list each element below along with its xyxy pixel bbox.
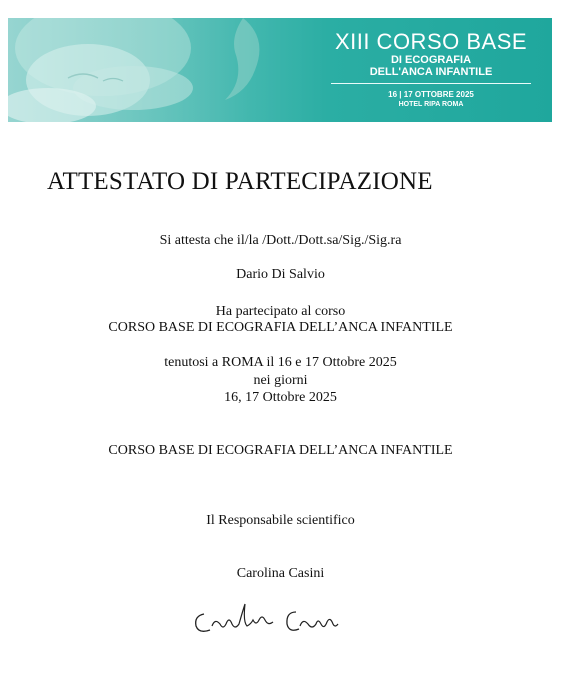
banner-subtitle-1: DI ECOGRAFIA — [390, 54, 472, 66]
responsible-label: Il Responsabile scientifico — [206, 513, 355, 528]
banner-dates: 16 | 17 OTTOBRE 2025 — [388, 90, 474, 99]
days-label: nei giorni — [253, 373, 308, 388]
certificate-heading: ATTESTATO DI PARTECIPAZIONE — [47, 168, 433, 195]
banner-divider — [331, 83, 531, 84]
held-line: tenutosi a ROMA il 16 e 17 Ottobre 2025 — [164, 355, 397, 370]
course-name-repeat: CORSO BASE DI ECOGRAFIA DELL’ANCA INFANTILE — [108, 443, 453, 458]
sleeping-baby-illustration — [8, 18, 328, 122]
header-banner — [8, 18, 552, 122]
participant-name: Dario Di Salvio — [236, 267, 325, 282]
handwritten-signature — [190, 600, 350, 640]
participated-line: Ha partecipato al corso — [215, 304, 346, 319]
banner-venue: HOTEL RIPA ROMA — [398, 101, 464, 108]
banner-title: XIII CORSO BASE — [334, 29, 528, 54]
days-value: 16, 17 Ottobre 2025 — [224, 390, 337, 405]
attest-line: Si attesta che il/la /Dott./Dott.sa/Sig./Sig.ra — [159, 233, 402, 248]
banner-subtitle-2: DELL'ANCA INFANTILE — [369, 66, 493, 78]
banner-event-info — [326, 30, 536, 109]
course-name: CORSO BASE DI ECOGRAFIA DELL’ANCA INFANTILE — [108, 320, 453, 335]
responsible-name: Carolina Casini — [236, 566, 325, 581]
